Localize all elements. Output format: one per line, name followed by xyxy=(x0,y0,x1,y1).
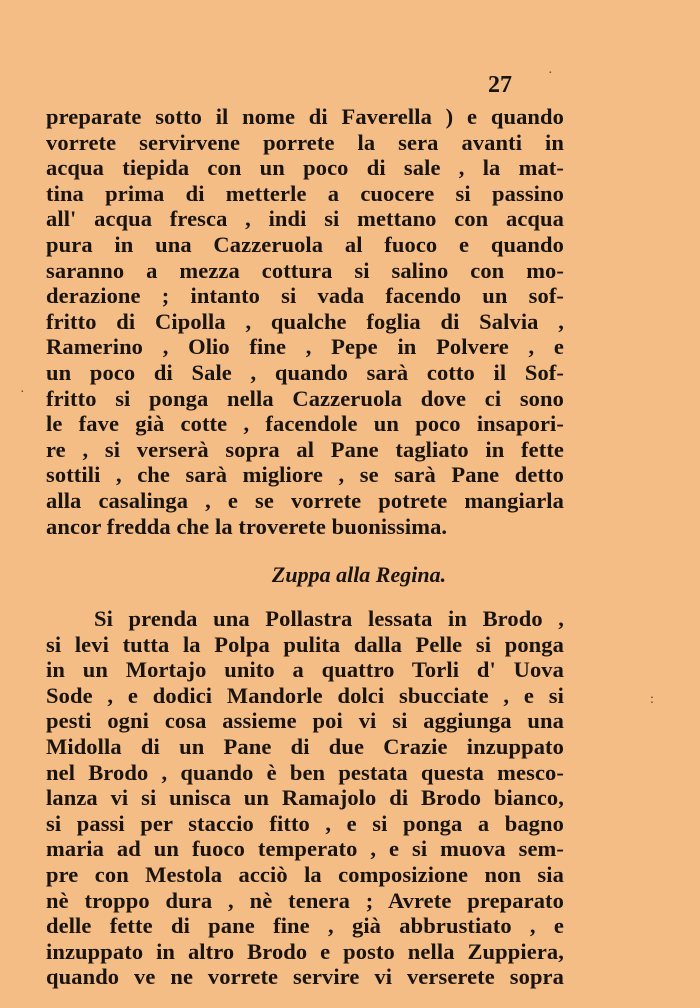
text-line: pesti ogni cosa assieme poi vi si aggiunga una xyxy=(46,708,564,734)
text-line: pura in una Cazzeruola al fuoco e quando xyxy=(46,231,564,257)
margin-dot: : xyxy=(650,692,654,707)
text-line: in un Mortajo unito a quattro Torli d' Uova xyxy=(46,657,564,683)
page-number: 27 xyxy=(488,72,512,98)
text-line: sottili , che sarà migliore , se sarà Pane detto xyxy=(46,462,564,488)
margin-dot: · xyxy=(548,66,553,81)
text-line: maria ad un fuoco temperato , e si muova sem- xyxy=(46,836,564,862)
margin-dot: · xyxy=(20,385,25,400)
text-line: derazione ; intanto si vada facendo un sof- xyxy=(46,283,564,309)
text-line: le fave già cotte , facendole un poco insapori- xyxy=(46,411,564,437)
text-line: delle fette di pane fine , già abbrustiato , e xyxy=(46,913,564,939)
text-line: Sode , e dodici Mandorle dolci sbucciate , e si xyxy=(46,682,564,708)
text-line: all' acqua fresca , indi si mettano con acqua xyxy=(46,206,564,232)
text-line: nè troppo dura , nè tenera ; Avrete preparato xyxy=(46,887,564,913)
text-line: nel Brodo , quando è ben pestata questa mesco- xyxy=(46,759,564,785)
recipe-heading: Zuppa alla Regina. xyxy=(271,562,447,587)
text-line: un poco di Sale , quando sarà cotto il Sof- xyxy=(46,359,564,385)
text-line: saranno a mezza cottura si salino con mo- xyxy=(46,257,564,283)
text-line: fritto di Cipolla , qualche foglia di Salvia , xyxy=(46,308,564,334)
text-line: Si prenda una Pollastra lessata in Brodo , xyxy=(94,606,564,631)
text-line: re , si verserà sopra al Pane tagliato in fette xyxy=(46,436,564,462)
text-line: vorrete servirvene porrete la sera avanti in xyxy=(46,129,564,155)
text-line: tina prima di metterle a cuocere si passino xyxy=(46,180,564,206)
text-line: si levi tutta la Polpa pulita dalla Pelle si ponga xyxy=(46,631,564,657)
text-line: inzuppato in altro Brodo e posto nella Zuppiera, xyxy=(46,938,564,964)
paragraph-zuppa-regina xyxy=(46,606,564,990)
paragraph-faverella xyxy=(46,104,564,539)
text-line: fritto si ponga nella Cazzeruola dove ci sono xyxy=(46,385,564,411)
text-line: lanza vi si unisca un Ramajolo di Brodo bianco, xyxy=(46,785,564,811)
text-line: ancor fredda che la troverete buonissima. xyxy=(46,513,448,539)
text-line: Midolla di un Pane di due Crazie inzuppato xyxy=(46,733,564,759)
text-line: quando ve ne vorrete servire vi verserete sopra xyxy=(46,964,564,990)
text-line: acqua tiepida con un poco di sale , la mat- xyxy=(46,155,564,181)
text-line: Ramerino , Olio fine , Pepe in Polvere , e xyxy=(46,334,564,360)
text-line: alla casalinga , e se vorrete potrete mangiarla xyxy=(46,487,564,513)
text-line: si passi per staccio fitto , e si ponga a bagno xyxy=(46,810,564,836)
text-line: pre con Mestola acciò la composizione non sia xyxy=(46,861,564,887)
text-line: preparate sotto il nome di Faverella ) e quando xyxy=(46,104,564,129)
